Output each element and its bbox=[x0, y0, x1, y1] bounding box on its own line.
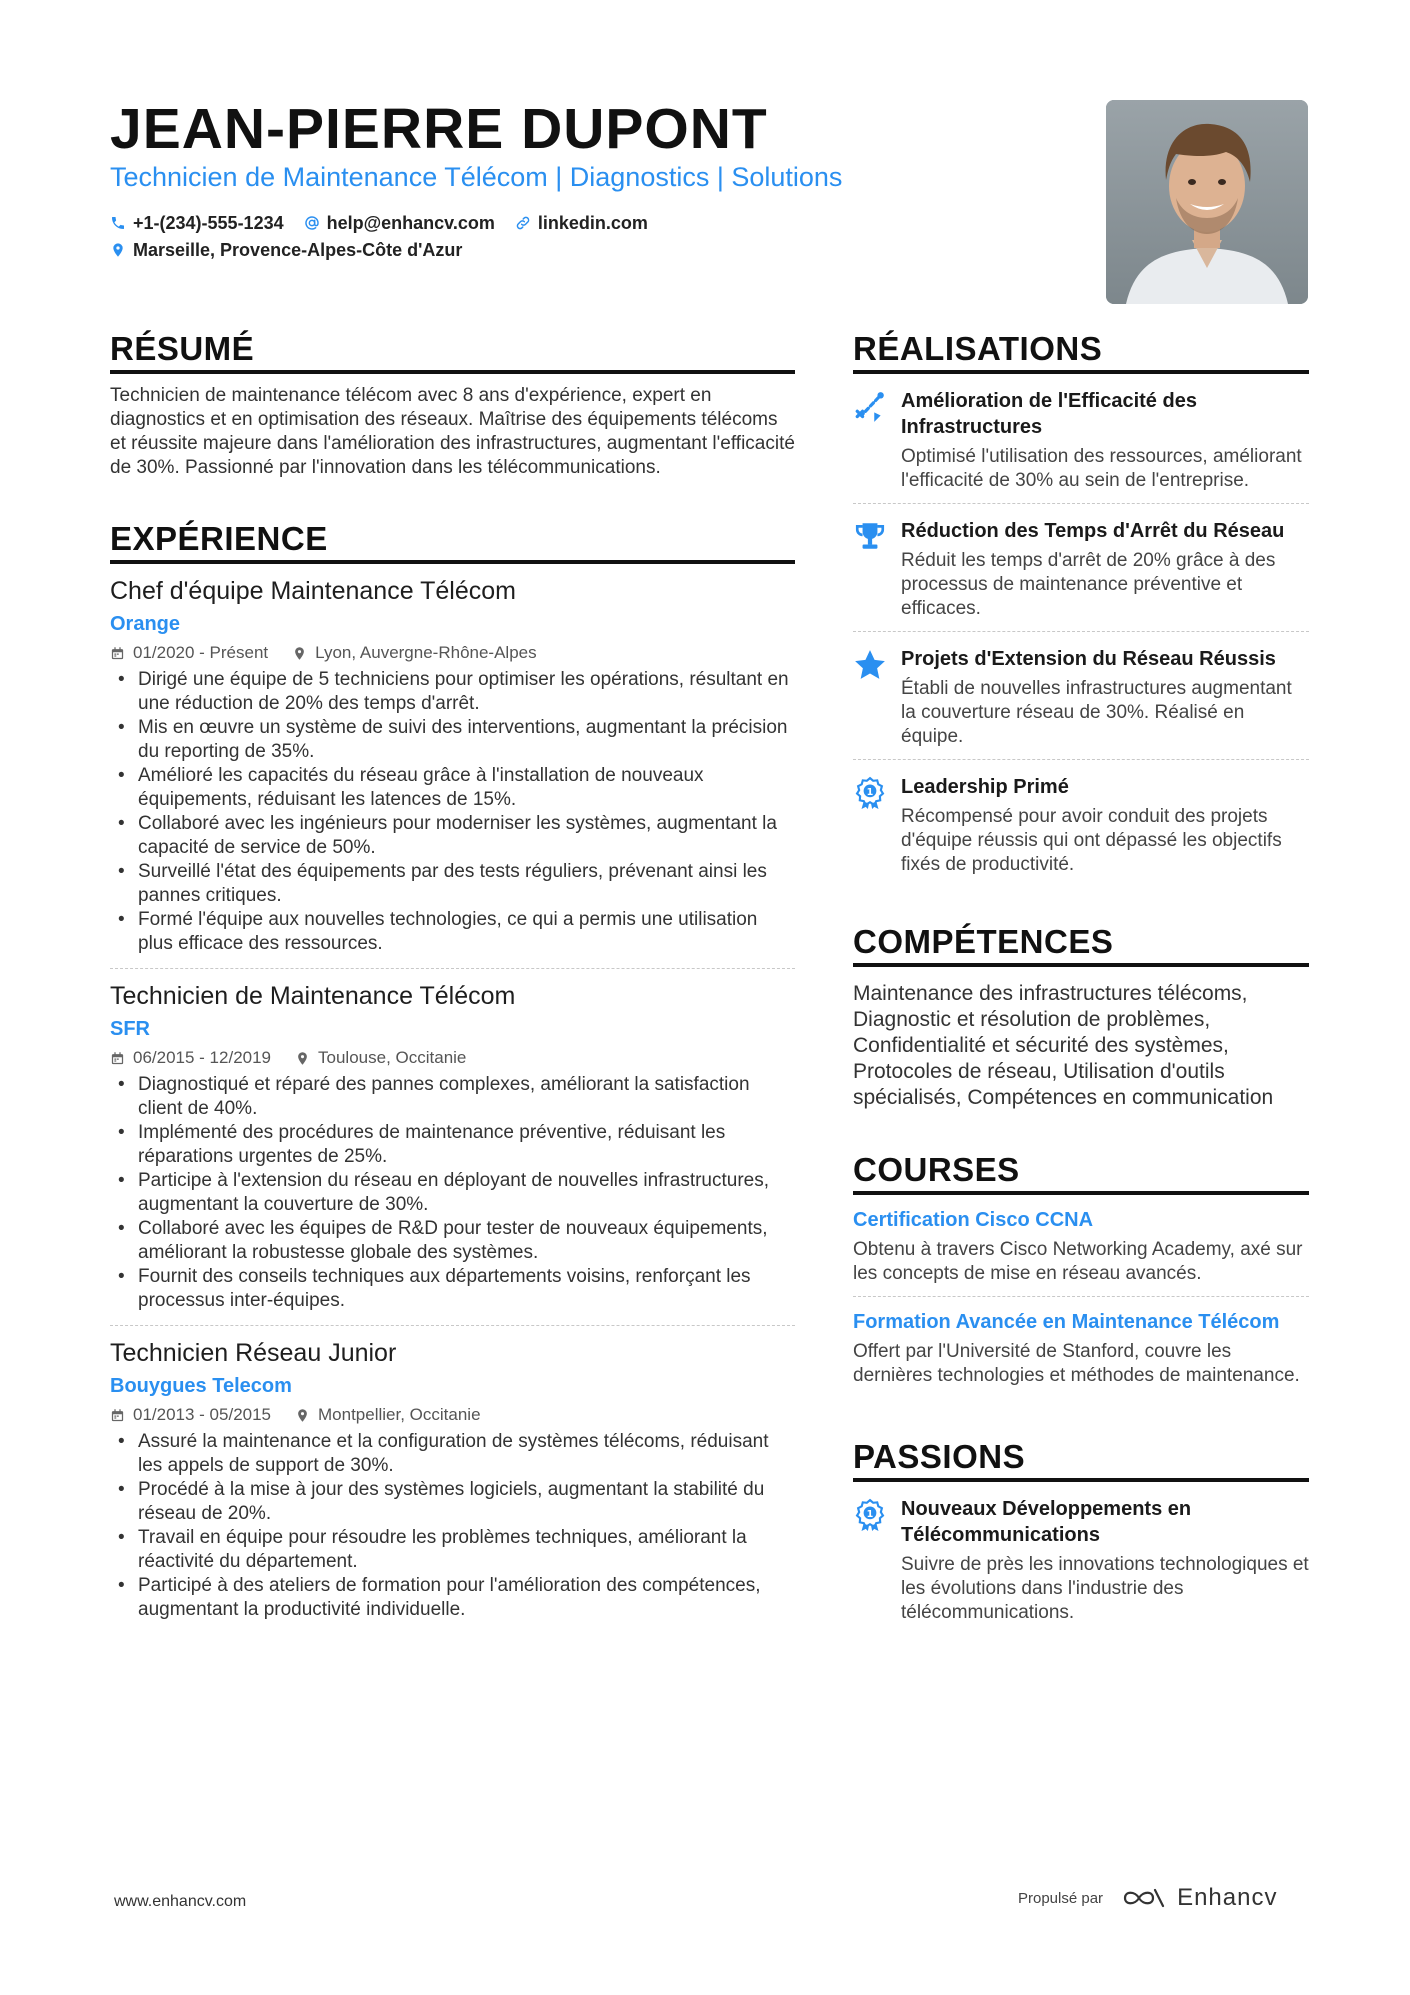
passions-heading: PASSIONS bbox=[853, 1438, 1309, 1482]
location-text: Marseille, Provence-Alpes-Côte d'Azur bbox=[133, 239, 463, 260]
powered-by-text: Propulsé par bbox=[1018, 1889, 1104, 1907]
location-contact bbox=[110, 240, 462, 261]
job-company: Orange bbox=[110, 613, 181, 635]
job-dates: 01/2020 - Présent bbox=[133, 643, 269, 662]
right-column bbox=[853, 330, 1309, 1633]
job-bullet: • Fournit des conseils techniques aux départements voisins, renforçant les processus inter-équipes. bbox=[110, 1265, 795, 1313]
svg-text:1: 1 bbox=[866, 1509, 874, 1521]
headline: Technicien de Maintenance Télécom | Diagnostics | Solutions bbox=[110, 162, 843, 192]
infinity-logo-icon bbox=[1121, 1886, 1167, 1910]
email-text: help@enhancv.com bbox=[326, 212, 495, 233]
email-contact[interactable] bbox=[304, 213, 495, 234]
star-icon bbox=[853, 648, 887, 682]
courses-heading: COURSES bbox=[853, 1151, 1309, 1195]
job-title: Technicien Réseau Junior bbox=[110, 1339, 397, 1367]
achievement-desc: Établi de nouvelles infrastructures augmentant la couverture réseau de 30%. Réalisé en équipe. bbox=[901, 678, 1292, 747]
job-bullet: • Mis en œuvre un système de suivi des interventions, augmentant la précision du reporting de 35%. bbox=[110, 716, 795, 764]
calendar-icon bbox=[110, 646, 125, 661]
achievement-item bbox=[853, 374, 1309, 501]
divider bbox=[110, 1325, 795, 1326]
calendar-icon bbox=[110, 1051, 125, 1066]
achievement-title: Projets d'Extension du Réseau Réussis bbox=[901, 648, 1276, 670]
job-bullet: • Amélioré les capacités du réseau grâce à l'installation de nouveaux équipements, réduisant les latences de 15%. bbox=[110, 764, 795, 812]
job-location: Montpellier, Occitanie bbox=[318, 1405, 481, 1424]
achievement-item bbox=[853, 760, 1309, 885]
at-icon bbox=[304, 215, 320, 231]
job-bullet: • Assuré la maintenance et la configuration de systèmes télécoms, réduisant les appels de support de 30%. bbox=[110, 1430, 795, 1478]
job-bullet: • Collaboré avec les ingénieurs pour moderniser les systèmes, augmentant la capacité de service de 50%. bbox=[110, 812, 795, 860]
achievement-title: Amélioration de l'Efficacité des Infrastructures bbox=[901, 390, 1197, 438]
skills-heading: COMPÉTENCES bbox=[853, 923, 1309, 967]
passion-title: Nouveaux Développements en Télécommunications bbox=[901, 1498, 1192, 1546]
map-pin-icon bbox=[110, 242, 126, 258]
enhancv-logo[interactable] bbox=[1121, 1884, 1277, 1912]
map-pin-icon bbox=[295, 1408, 310, 1423]
achievement-title: Leadership Primé bbox=[901, 776, 1069, 798]
phone-contact[interactable] bbox=[110, 213, 284, 234]
left-column bbox=[110, 330, 795, 1622]
job-bullet: • Surveillé l'état des équipements par des tests réguliers, prévenant ainsi les pannes critiques. bbox=[110, 860, 795, 908]
summary-heading: RÉSUMÉ bbox=[110, 330, 795, 374]
achievement-desc: Récompensé pour avoir conduit des projets d'équipe réussis qui ont dépassé les objectifs fixés de productivité. bbox=[901, 806, 1282, 875]
phone-text: +1-(234)-555-1234 bbox=[133, 212, 284, 233]
job-bullet: • Participé à des ateliers de formation pour l'amélioration des compétences, augmentant la productivité individuelle. bbox=[110, 1574, 795, 1622]
job-entry bbox=[110, 981, 795, 1326]
achievement-item bbox=[853, 632, 1309, 757]
job-bullet: • Dirigé une équipe de 5 techniciens pour optimiser les opérations, résultant en une réduction de 20% des temps d'arrêt. bbox=[110, 668, 795, 716]
job-entry bbox=[110, 1338, 795, 1622]
job-title: Chef d'équipe Maintenance Télécom bbox=[110, 577, 516, 605]
trophy-icon bbox=[853, 520, 887, 554]
job-bullet: • Collaboré avec les équipes de R&D pour tester de nouveaux équipements, améliorant la robustesse globale des systèmes. bbox=[110, 1217, 795, 1265]
achievement-item bbox=[853, 504, 1309, 629]
footer-branding bbox=[1018, 1884, 1277, 1912]
medal-icon bbox=[853, 1498, 887, 1532]
passion-desc: Suivre de près les innovations technologiques et les évolutions dans l'industrie des télécommunications. bbox=[901, 1554, 1309, 1623]
passion-item bbox=[853, 1482, 1309, 1633]
achievements-heading: RÉALISATIONS bbox=[853, 330, 1309, 374]
job-dates: 06/2015 - 12/2019 bbox=[133, 1048, 272, 1067]
link-icon bbox=[515, 215, 531, 231]
job-bullet: • Diagnostiqué et réparé des pannes complexes, améliorant la satisfaction client de 40%. bbox=[110, 1073, 795, 1121]
course-title: Formation Avancée en Maintenance Télécom bbox=[853, 1311, 1280, 1333]
profile-photo bbox=[1106, 100, 1308, 304]
job-company: Bouygues Telecom bbox=[110, 1375, 292, 1397]
course-item bbox=[853, 1195, 1309, 1296]
course-item bbox=[853, 1297, 1309, 1398]
skills-text: Maintenance des infrastructures télécoms, Diagnostic et résolution de problèmes, Confidentialité et sécurité des systèmes, Protocoles de réseau, Utilisation d'outils spécialisés, Compétences en communication bbox=[853, 982, 1274, 1109]
map-pin-icon bbox=[295, 1051, 310, 1066]
job-location: Toulouse, Occitanie bbox=[318, 1048, 467, 1067]
summary-text: Technicien de maintenance télécom avec 8 ans d'expérience, expert en diagnostics et en optimisation des réseaux. Maîtrise des équipements télécoms et réussite majeure dans l'amélioration des infrastructures, augmentant l'efficacité de 30%. Passionné par l'innovation dans les télécommunications. bbox=[110, 385, 795, 478]
job-bullet: • Implémenté des procédures de maintenance préventive, réduisant les réparations urgentes de 25%. bbox=[110, 1121, 795, 1169]
job-bullet: • Participe à l'extension du réseau en déployant de nouvelles infrastructures, augmentant la couverture de 30%. bbox=[110, 1169, 795, 1217]
achievement-desc: Réduit les temps d'arrêt de 20% grâce à des processus de maintenance préventive et efficaces. bbox=[901, 550, 1276, 619]
experience-heading: EXPÉRIENCE bbox=[110, 520, 795, 564]
job-location: Lyon, Auvergne-Rhône-Alpes bbox=[315, 643, 537, 662]
medal-icon bbox=[853, 776, 887, 810]
candidate-name: JEAN-PIERRE DUPONT bbox=[110, 97, 768, 161]
course-title: Certification Cisco CCNA bbox=[853, 1209, 1094, 1231]
achievement-title: Réduction des Temps d'Arrêt du Réseau bbox=[901, 520, 1285, 542]
contact-info bbox=[110, 210, 668, 264]
brand-name: Enhancv bbox=[1177, 1884, 1278, 1911]
job-bullet: • Formé l'équipe aux nouvelles technologies, ce qui a permis une utilisation plus efficace des ressources. bbox=[110, 908, 795, 956]
phone-icon bbox=[110, 215, 126, 231]
footer-website[interactable]: www.enhancv.com bbox=[114, 1893, 247, 1910]
linkedin-text: linkedin.com bbox=[537, 212, 648, 233]
divider bbox=[110, 968, 795, 969]
routing-icon bbox=[853, 390, 887, 424]
course-desc: Offert par l'Université de Stanford, couvre les dernières technologies et méthodes de maintenance. bbox=[853, 1341, 1300, 1386]
calendar-icon bbox=[110, 1408, 125, 1423]
job-bullet: • Procédé à la mise à jour des systèmes logiciels, augmentant la stabilité du réseau de 20%. bbox=[110, 1478, 795, 1526]
job-company: SFR bbox=[110, 1018, 150, 1040]
job-title: Technicien de Maintenance Télécom bbox=[110, 982, 516, 1010]
job-bullet: • Travail en équipe pour résoudre les problèmes techniques, améliorant la réactivité du département. bbox=[110, 1526, 795, 1574]
job-dates: 01/2013 - 05/2015 bbox=[133, 1405, 272, 1424]
svg-text:1: 1 bbox=[866, 787, 874, 799]
job-entry bbox=[110, 576, 795, 969]
linkedin-contact[interactable] bbox=[515, 213, 648, 234]
course-desc: Obtenu à travers Cisco Networking Academy, axé sur les concepts de mise en réseau avancés. bbox=[853, 1239, 1303, 1284]
achievement-desc: Optimisé l'utilisation des ressources, améliorant l'efficacité de 30% au sein de l'entreprise. bbox=[901, 446, 1302, 491]
map-pin-icon bbox=[292, 646, 307, 661]
